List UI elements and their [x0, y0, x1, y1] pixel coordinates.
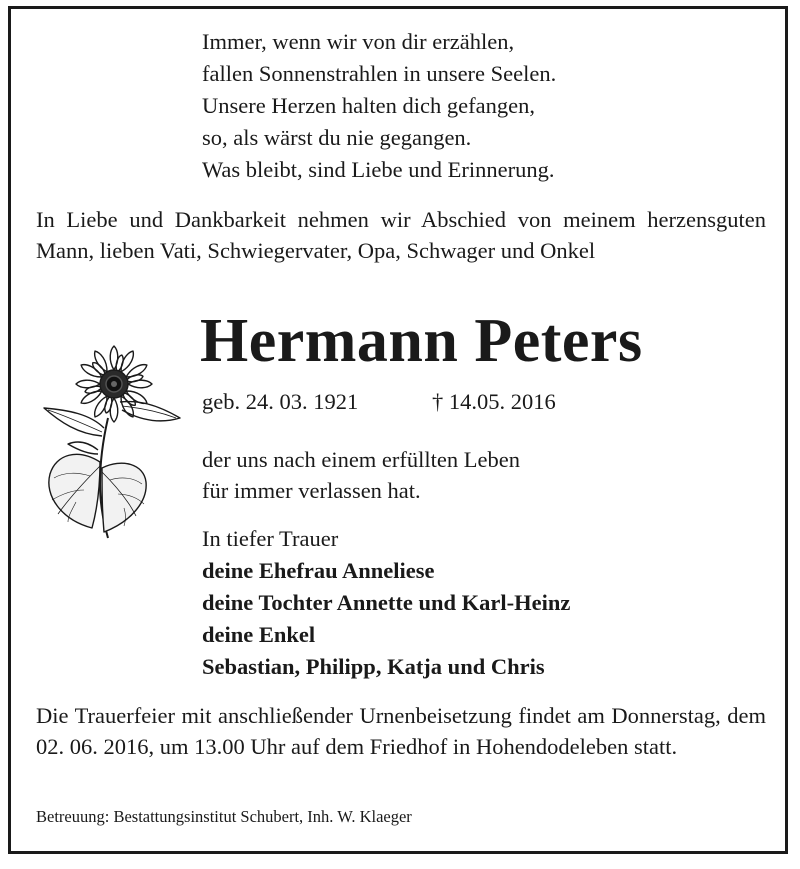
birth-date: geb. 24. 03. 1921	[202, 389, 359, 414]
life-dates	[202, 386, 556, 418]
deceased-name: Hermann Peters	[200, 307, 643, 375]
life-line: der uns nach einem erfüllten Leben	[202, 447, 520, 472]
mourner-line: deine Enkel	[202, 622, 316, 647]
mourner-line: deine Ehefrau Anneliese	[202, 558, 435, 583]
sunflower-illustration	[38, 344, 188, 540]
poem-line: fallen Sonnenstrahlen in unsere Seelen.	[202, 61, 557, 86]
funeral-home-credit: Betreuung: Bestattungsinstitut Schubert, Inh. W. Klaeger	[36, 807, 412, 826]
life-line: für immer verlassen hat.	[202, 478, 421, 503]
mourners-block	[202, 523, 570, 683]
poem-line: so, als wärst du nie gegangen.	[202, 125, 472, 150]
life-statement	[202, 444, 520, 506]
poem-line: Unsere Herzen halten dich gefangen,	[202, 93, 535, 118]
poem-line: Was bleibt, sind Liebe und Erinnerung.	[202, 157, 555, 182]
death-date: † 14.05. 2016	[432, 389, 556, 414]
poem	[202, 26, 556, 186]
mourner-line: Sebastian, Philipp, Katja und Chris	[202, 654, 545, 679]
mourner-line: deine Tochter Annette und Karl-Heinz	[202, 590, 571, 615]
funeral-details: Die Trauerfeier mit anschließender Urnenbeisetzung findet am Donnerstag, dem 02. 06. 2016, um 13.00 Uhr auf dem Friedhof in Hohendodeleben statt.	[36, 703, 766, 759]
intro-text: In Liebe und Dankbarkeit nehmen wir Abschied von meinem herzensguten Mann, lieben Vati, Schwiegervater, Opa, Schwager und Onkel	[36, 207, 766, 263]
mourning-heading: In tiefer Trauer	[202, 526, 339, 551]
poem-line: Immer, wenn wir von dir erzählen,	[202, 29, 515, 54]
